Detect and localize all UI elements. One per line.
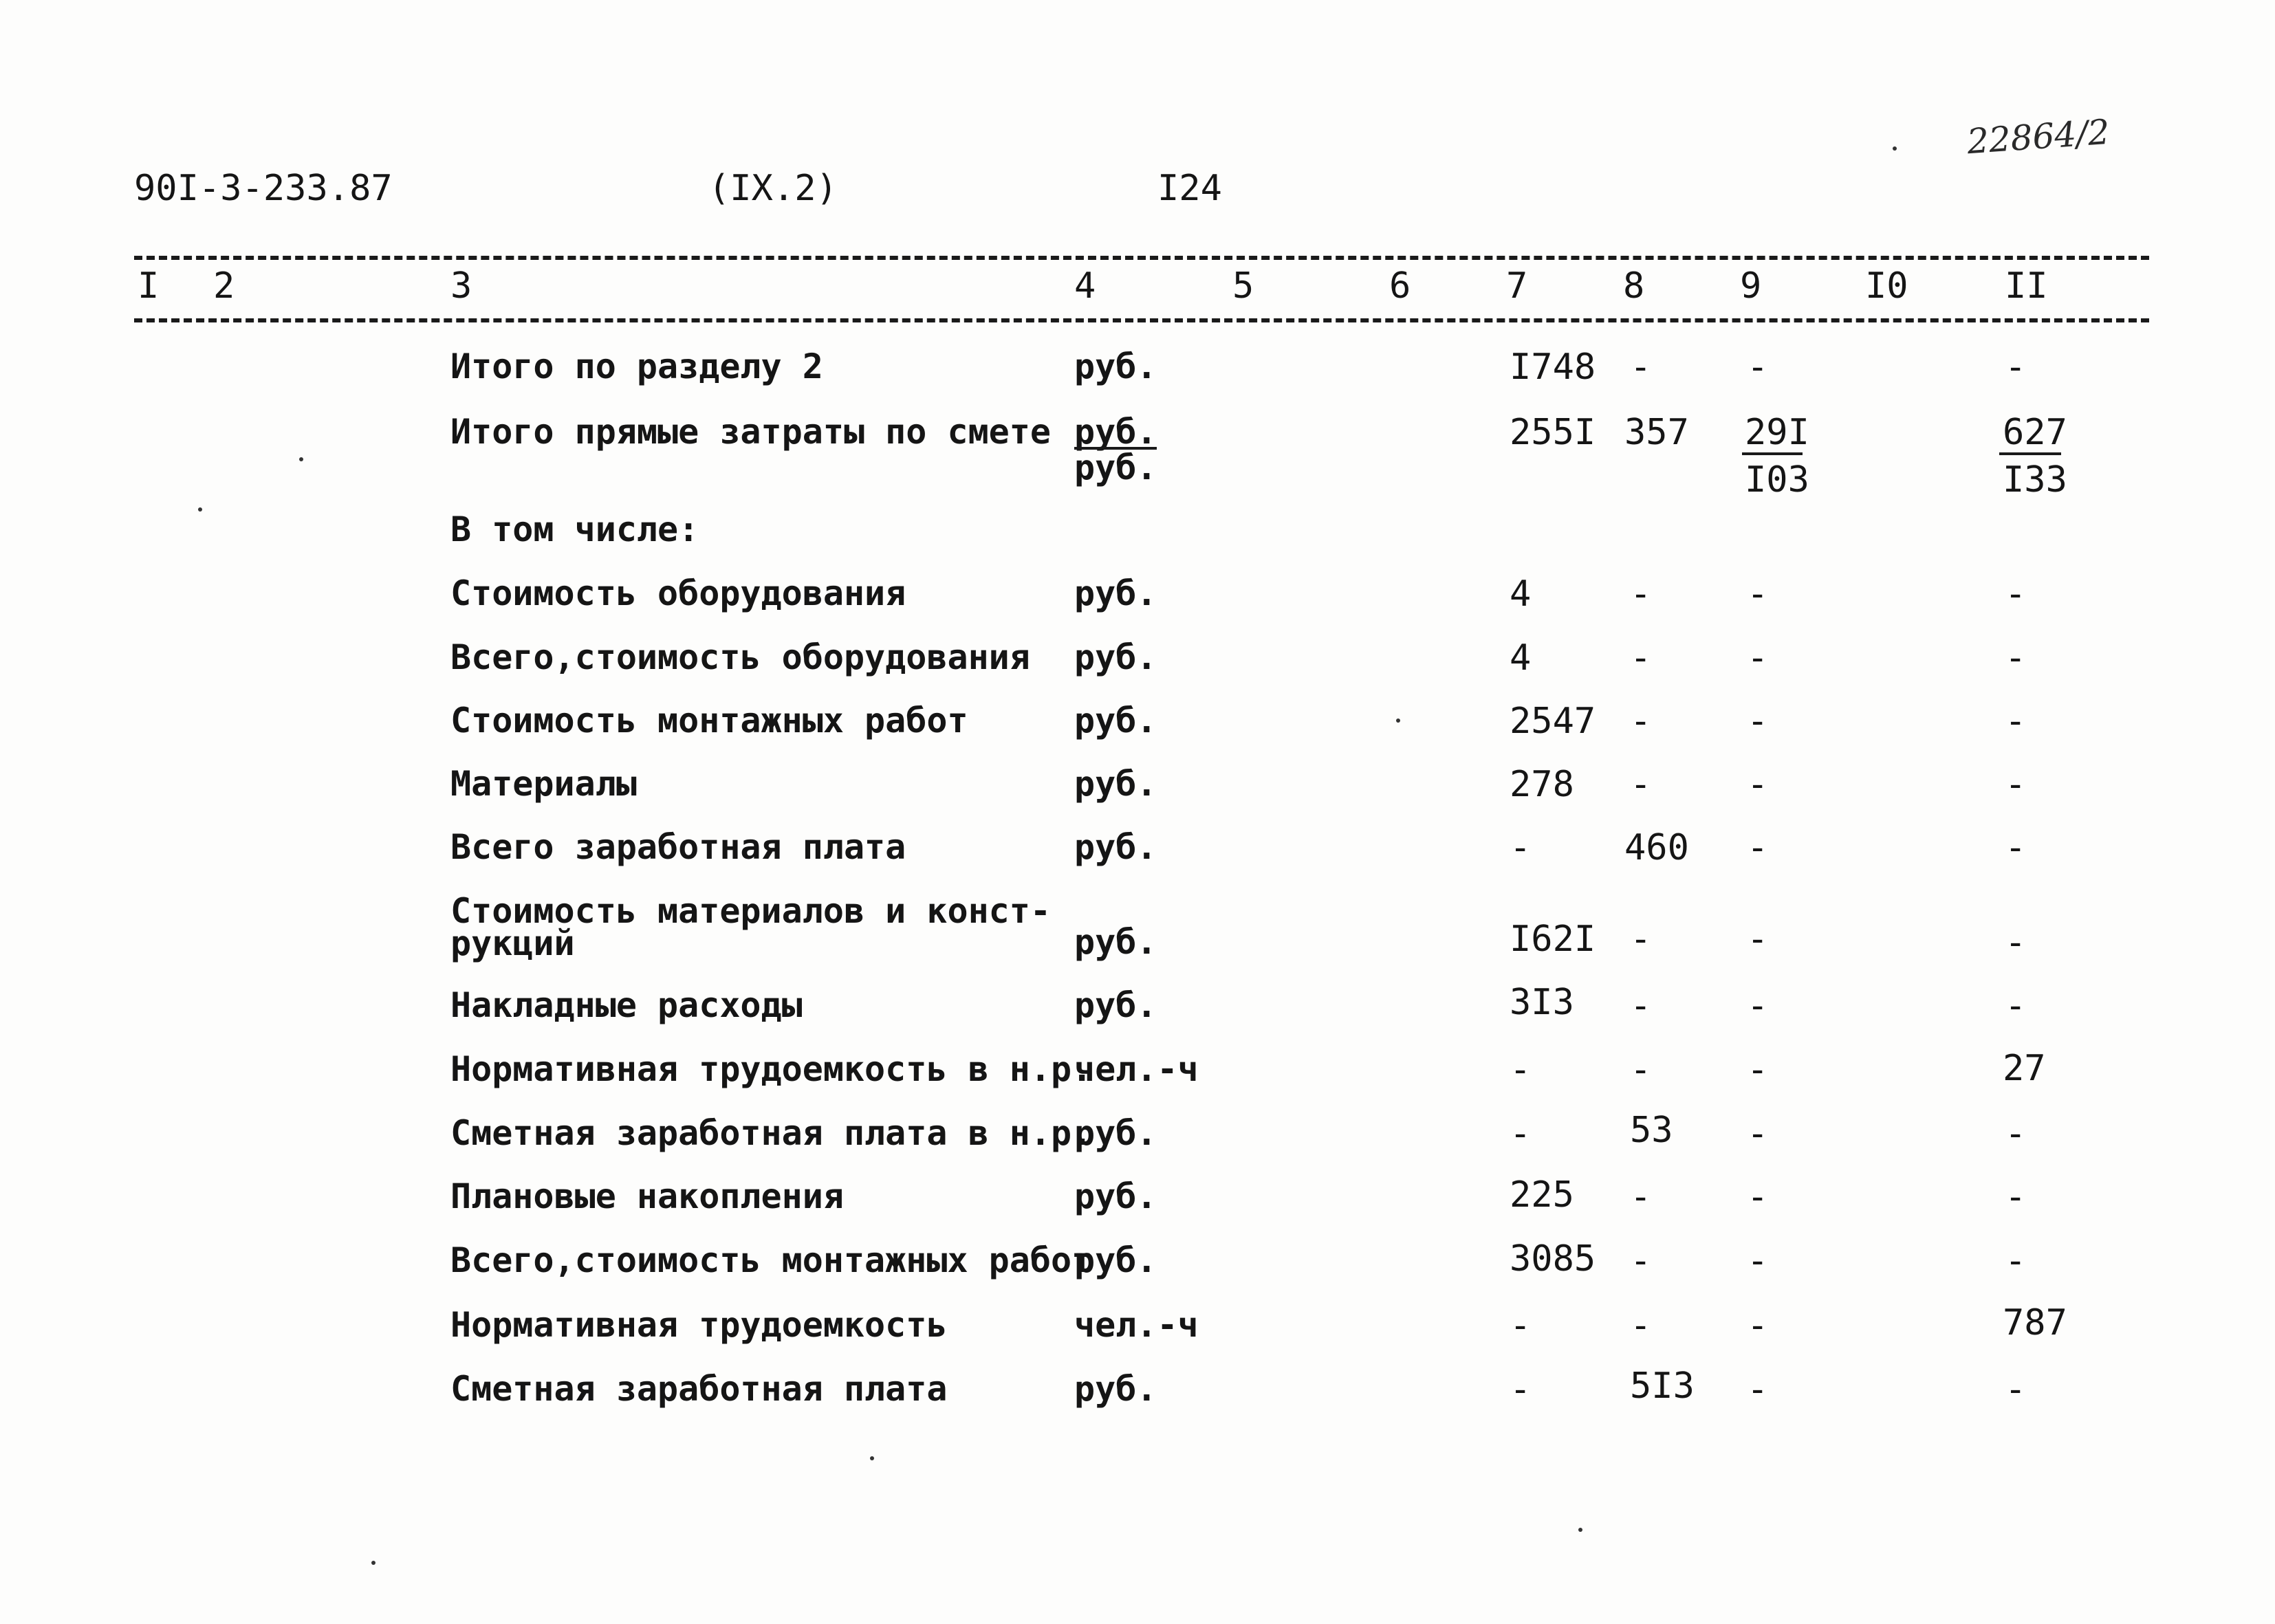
col11-value: - xyxy=(2005,827,2027,868)
scan-speck xyxy=(1578,1528,1582,1532)
col9-value: - xyxy=(1747,1049,1769,1090)
col11-value: - xyxy=(2005,1369,2027,1410)
scan-speck xyxy=(870,1456,874,1460)
col11-value: - xyxy=(2005,1113,2027,1154)
col9-value-secondary: I03 xyxy=(1745,459,1809,501)
col8-value: 5I3 xyxy=(1630,1365,1695,1407)
document-code: 90I-3-233.87 xyxy=(134,168,393,209)
row-name: Материалы xyxy=(450,764,637,804)
col11-value: - xyxy=(2005,985,2027,1027)
column-header: 5 xyxy=(1232,265,1254,307)
row-unit: руб. xyxy=(1074,1369,1157,1409)
row-name-continuation: рукций xyxy=(450,923,575,963)
row-name: Стоимость материалов и конст- xyxy=(450,891,1051,931)
col11-value: 627 xyxy=(2003,412,2067,453)
row-unit-secondary: руб. xyxy=(1074,448,1157,487)
col11-value: - xyxy=(2005,764,2027,805)
col9-value: - xyxy=(1747,827,1769,868)
fraction-line xyxy=(1999,452,2061,455)
row-name: В том числе: xyxy=(450,509,699,549)
scan-speck xyxy=(198,507,202,512)
col9-value: - xyxy=(1747,764,1769,805)
col8-value: - xyxy=(1630,1240,1652,1282)
col8-value: - xyxy=(1630,701,1652,742)
row-unit: чел.-ч xyxy=(1074,1305,1199,1345)
col7-value: 3I3 xyxy=(1510,982,1574,1023)
row-name: Нормативная трудоемкость xyxy=(450,1305,948,1345)
col7-value: - xyxy=(1510,1305,1532,1346)
col11-value: - xyxy=(2005,637,2027,679)
header-rule xyxy=(134,318,2149,322)
row-unit: руб. xyxy=(1074,637,1157,677)
col11-value-secondary: I33 xyxy=(2003,459,2067,501)
row-unit: руб. xyxy=(1074,412,1157,452)
row-name: Нормативная трудоемкость в н.р. xyxy=(450,1049,1093,1089)
col8-value: - xyxy=(1630,764,1652,805)
col11-value: - xyxy=(2005,701,2027,742)
section-number: (IX.2) xyxy=(708,168,838,209)
row-unit: руб. xyxy=(1074,764,1157,804)
col7-value: 4 xyxy=(1510,637,1532,679)
col7-value: - xyxy=(1510,1369,1532,1410)
column-header: 7 xyxy=(1506,265,1528,307)
column-header: 6 xyxy=(1389,265,1411,307)
row-unit: чел.-ч xyxy=(1074,1049,1199,1089)
fraction-line xyxy=(1742,452,1803,455)
row-name: Плановые накопления xyxy=(450,1176,844,1216)
column-header: 2 xyxy=(213,265,235,307)
col11-value: 787 xyxy=(2003,1302,2067,1343)
row-name: Итого по разделу 2 xyxy=(450,347,823,386)
scan-speck xyxy=(371,1561,375,1565)
scan-speck xyxy=(1396,718,1400,723)
row-unit: руб. xyxy=(1074,573,1157,613)
col7-value: 225 xyxy=(1510,1174,1574,1216)
row-name: Всего,стоимость оборудования xyxy=(450,637,1030,677)
row-unit: руб. xyxy=(1074,347,1157,386)
col8-value: - xyxy=(1630,985,1652,1027)
col8-value: 357 xyxy=(1624,412,1689,453)
col8-value: - xyxy=(1630,347,1652,388)
col8-value: 460 xyxy=(1624,827,1689,868)
col7-value: 3085 xyxy=(1510,1238,1596,1280)
row-unit: руб. xyxy=(1074,1176,1157,1216)
col8-value: - xyxy=(1630,637,1652,679)
page-number: I24 xyxy=(1157,168,1222,209)
col8-value: - xyxy=(1630,1176,1652,1218)
col9-value: - xyxy=(1747,1176,1769,1218)
row-name: Сметная заработная плата в н.р. xyxy=(450,1113,1093,1153)
handwritten-note: 22864/2 xyxy=(1966,111,2111,162)
col8-value: - xyxy=(1630,573,1652,615)
row-name: Накладные расходы xyxy=(450,985,803,1025)
col9-value: - xyxy=(1747,919,1769,960)
row-unit: руб. xyxy=(1074,985,1157,1025)
row-name: Стоимость оборудования xyxy=(450,573,906,613)
row-name: Итого прямые затраты по смете xyxy=(450,412,1051,452)
scan-speck xyxy=(299,457,303,461)
row-unit: руб. xyxy=(1074,1240,1157,1280)
col8-value: - xyxy=(1630,919,1652,960)
column-header: I xyxy=(138,265,160,307)
col7-value: 4 xyxy=(1510,573,1532,615)
column-header: 4 xyxy=(1074,265,1096,307)
col7-value: I62I xyxy=(1510,919,1596,960)
col11-value: - xyxy=(2005,347,2027,388)
column-header: 8 xyxy=(1623,265,1645,307)
row-name: Всего,стоимость монтажных работ xyxy=(450,1240,1093,1280)
col9-value: - xyxy=(1747,1369,1769,1410)
column-header: II xyxy=(2005,265,2048,307)
column-header: I0 xyxy=(1865,265,1908,307)
col8-value: - xyxy=(1630,1049,1652,1090)
col7-value: I748 xyxy=(1510,347,1596,388)
row-unit: руб. xyxy=(1074,701,1157,740)
col11-value: - xyxy=(2005,1240,2027,1282)
col9-value: - xyxy=(1747,1305,1769,1346)
col11-value: - xyxy=(2005,573,2027,615)
row-name: Сметная заработная плата xyxy=(450,1369,948,1409)
col7-value: 255I xyxy=(1510,412,1596,453)
col11-value: - xyxy=(2005,1176,2027,1218)
col9-value: - xyxy=(1747,1240,1769,1282)
col9-value: 29I xyxy=(1745,412,1809,453)
col8-value: 53 xyxy=(1630,1110,1673,1151)
row-name: Стоимость монтажных работ xyxy=(450,701,968,740)
col7-value: - xyxy=(1510,1049,1532,1090)
col9-value: - xyxy=(1747,985,1769,1027)
col7-value: - xyxy=(1510,1113,1532,1154)
top-rule xyxy=(134,256,2149,260)
col9-value: - xyxy=(1747,347,1769,388)
column-header: 9 xyxy=(1740,265,1762,307)
row-name: Всего заработная плата xyxy=(450,827,906,867)
col9-value: - xyxy=(1747,573,1769,615)
col7-value: 2547 xyxy=(1510,701,1596,742)
col9-value: - xyxy=(1747,637,1769,679)
column-header: 3 xyxy=(450,265,472,307)
row-unit: руб. xyxy=(1074,922,1157,962)
col7-value: - xyxy=(1510,827,1532,868)
col8-value: - xyxy=(1630,1305,1652,1346)
col11-value: 27 xyxy=(2003,1048,2046,1089)
row-unit: руб. xyxy=(1074,1113,1157,1153)
row-unit: руб. xyxy=(1074,827,1157,867)
col11-value: - xyxy=(2005,922,2027,963)
col9-value: - xyxy=(1747,1113,1769,1154)
col7-value: 278 xyxy=(1510,764,1574,805)
col9-value: - xyxy=(1747,701,1769,742)
scan-speck xyxy=(1893,146,1897,151)
